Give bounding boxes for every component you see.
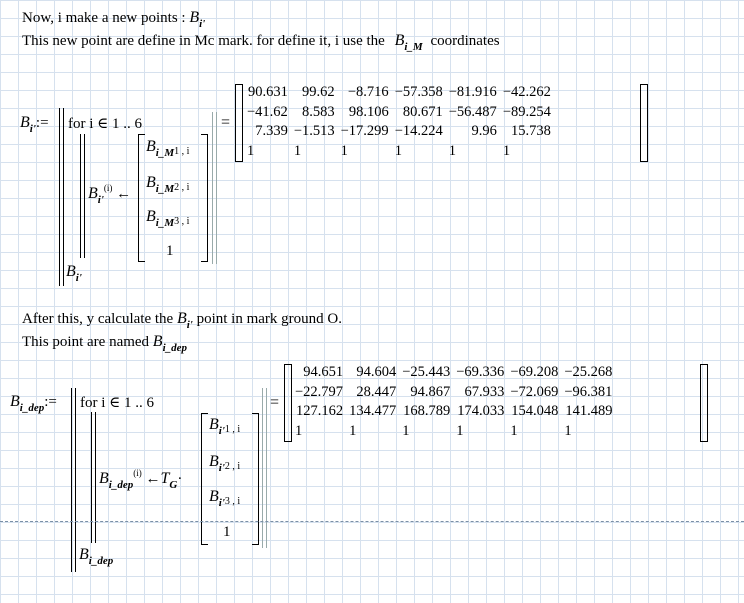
matrix-row	[292, 363, 615, 383]
mid-line-2: This point are named $B_{i\_dep}$	[22, 333, 188, 354]
matrix-cell: −22.797	[295, 383, 344, 400]
matrix-cell: −81.916	[448, 84, 497, 100]
vector-entry-3: $B_{i'3 , i}$	[209, 488, 241, 509]
program-bar-outer	[71, 388, 72, 572]
loop-body-bar-2	[95, 412, 96, 543]
matrix-cell: 1	[564, 422, 572, 439]
for-loop-header: for i ∈ 1 .. 6	[80, 395, 155, 411]
matrix-row	[244, 83, 554, 103]
matrix-cell: 98.106	[348, 103, 389, 120]
vector-entry-4: 1	[223, 524, 231, 540]
loop-body-bar	[91, 412, 92, 543]
matrix-cell: 134.477	[349, 403, 397, 419]
matrix-cell: 1	[394, 142, 402, 159]
matrix-cell: −25.268	[564, 364, 613, 380]
intro-line-1: Now, i make a new points : $B_{i'}$	[22, 9, 206, 30]
vector-entry-1: $B_{i\_M1 , i}$	[146, 138, 190, 159]
result-matrix-2	[292, 363, 615, 441]
matrix-cell: −96.381	[564, 383, 613, 400]
matrix-cell: −14.224	[394, 123, 443, 139]
program-bar-outer-2	[63, 108, 64, 286]
matrix-cell: −57.358	[394, 84, 443, 100]
matrix-cell: −69.336	[456, 364, 505, 380]
matrix-cell: −8.716	[347, 84, 389, 100]
program-bar-outer	[59, 108, 60, 286]
return-value: $B_{i'}$	[66, 263, 82, 284]
matrix-cell: 1	[340, 142, 348, 159]
matrix-row	[244, 142, 554, 162]
vector-entry-2: $B_{i'2 , i}$	[209, 453, 241, 474]
matrix-cell: −56.487	[448, 103, 497, 120]
matrix-cell: 1	[448, 142, 456, 159]
program-bar-outer-2	[75, 388, 76, 572]
matrix-row	[292, 422, 615, 442]
b-prime-definition-label: $B_{i'}:=$	[20, 114, 49, 135]
loop-body-assignment: $B_{i'}^{(i)}$ ←	[88, 183, 132, 206]
equals-sign: =	[221, 114, 231, 131]
result-matrix-1	[244, 83, 554, 161]
for-loop-header: for i ∈ 1 .. 6	[68, 116, 143, 132]
page-break-line	[0, 521, 744, 522]
matrix-cell: 15.738	[511, 123, 551, 139]
matrix-cell: 1	[510, 422, 518, 439]
matrix-cell: −89.254	[502, 103, 551, 120]
matrix-cell: 1	[402, 422, 410, 439]
matrix-cell: 1	[456, 422, 464, 439]
matrix-cell: 1	[293, 142, 302, 159]
region-edge-2	[266, 388, 267, 548]
matrix-cell: −41.62	[247, 103, 288, 120]
loop-body-assignment: $B_{i\_dep}^{(i)}$ $\leftarrow T_G\cdot$	[99, 468, 183, 491]
matrix-cell: 1	[295, 422, 303, 439]
matrix-cell: 94.604	[356, 364, 397, 380]
vector-entry-1: $B_{i'1 , i}$	[209, 416, 241, 437]
loop-body-bar	[80, 134, 81, 258]
matrix-cell: −42.262	[502, 84, 551, 100]
matrix-cell: 67.933	[464, 383, 505, 400]
vector-bracket-left	[138, 134, 145, 262]
result-bracket-right	[640, 84, 648, 162]
matrix-cell: 1	[247, 142, 255, 159]
matrix-cell: 9.96	[471, 123, 497, 139]
vector-bracket-left	[201, 413, 208, 545]
matrix-row	[244, 103, 554, 123]
matrix-cell: 8.583	[302, 103, 335, 120]
vector-bracket-right	[252, 413, 259, 545]
matrix-cell: 127.162	[295, 403, 344, 419]
return-value: $B_{i\_dep}$	[79, 546, 114, 567]
matrix-cell: 168.789	[403, 403, 451, 419]
matrix-row	[292, 402, 615, 422]
equals-sign: =	[270, 394, 280, 411]
matrix-cell: 141.489	[565, 403, 613, 419]
matrix-cell: 1	[502, 142, 511, 159]
matrix-cell: −25.443	[402, 364, 451, 380]
loop-body-bar-2	[84, 134, 85, 258]
matrix-cell: 94.651	[303, 364, 344, 380]
result-bracket-left	[284, 364, 292, 442]
matrix-cell: −69.208	[510, 364, 559, 380]
matrix-cell: 94.867	[410, 383, 451, 400]
matrix-cell: 1	[349, 422, 357, 439]
vector-entry-3: $B_{i\_M3 , i}$	[146, 208, 190, 229]
intro-line-2: This new point are define in Mc mark. for define it, i use the $B_{i\_M}$ coordinates	[22, 32, 500, 53]
result-bracket-right	[700, 364, 708, 442]
matrix-cell: 99.62	[302, 84, 335, 100]
matrix-cell: −17.299	[340, 123, 389, 139]
region-edge	[212, 112, 213, 264]
matrix-cell: 174.033	[457, 403, 505, 419]
matrix-cell: 80.671	[402, 103, 443, 120]
vector-bracket-right	[201, 134, 208, 262]
matrix-cell: 7.339	[255, 123, 288, 139]
mid-line-1: After this, y calculate the $B_{i'}$ point in mark ground O.	[22, 310, 342, 331]
result-bracket-left	[235, 84, 243, 162]
matrix-row	[244, 122, 554, 142]
vector-entry-4: 1	[166, 243, 174, 259]
matrix-row	[292, 383, 615, 403]
region-edge-2	[216, 112, 217, 264]
b-dep-definition-label: $B_{i\_dep}:=$	[10, 393, 57, 414]
matrix-cell: 154.048	[511, 403, 559, 419]
vector-entry-2: $B_{i\_M2 , i}$	[146, 174, 190, 195]
matrix-cell: 28.447	[356, 383, 397, 400]
matrix-cell: −1.513	[293, 123, 335, 139]
region-edge	[262, 388, 263, 548]
matrix-cell: −72.069	[510, 383, 559, 400]
matrix-cell: 90.631	[247, 84, 288, 100]
